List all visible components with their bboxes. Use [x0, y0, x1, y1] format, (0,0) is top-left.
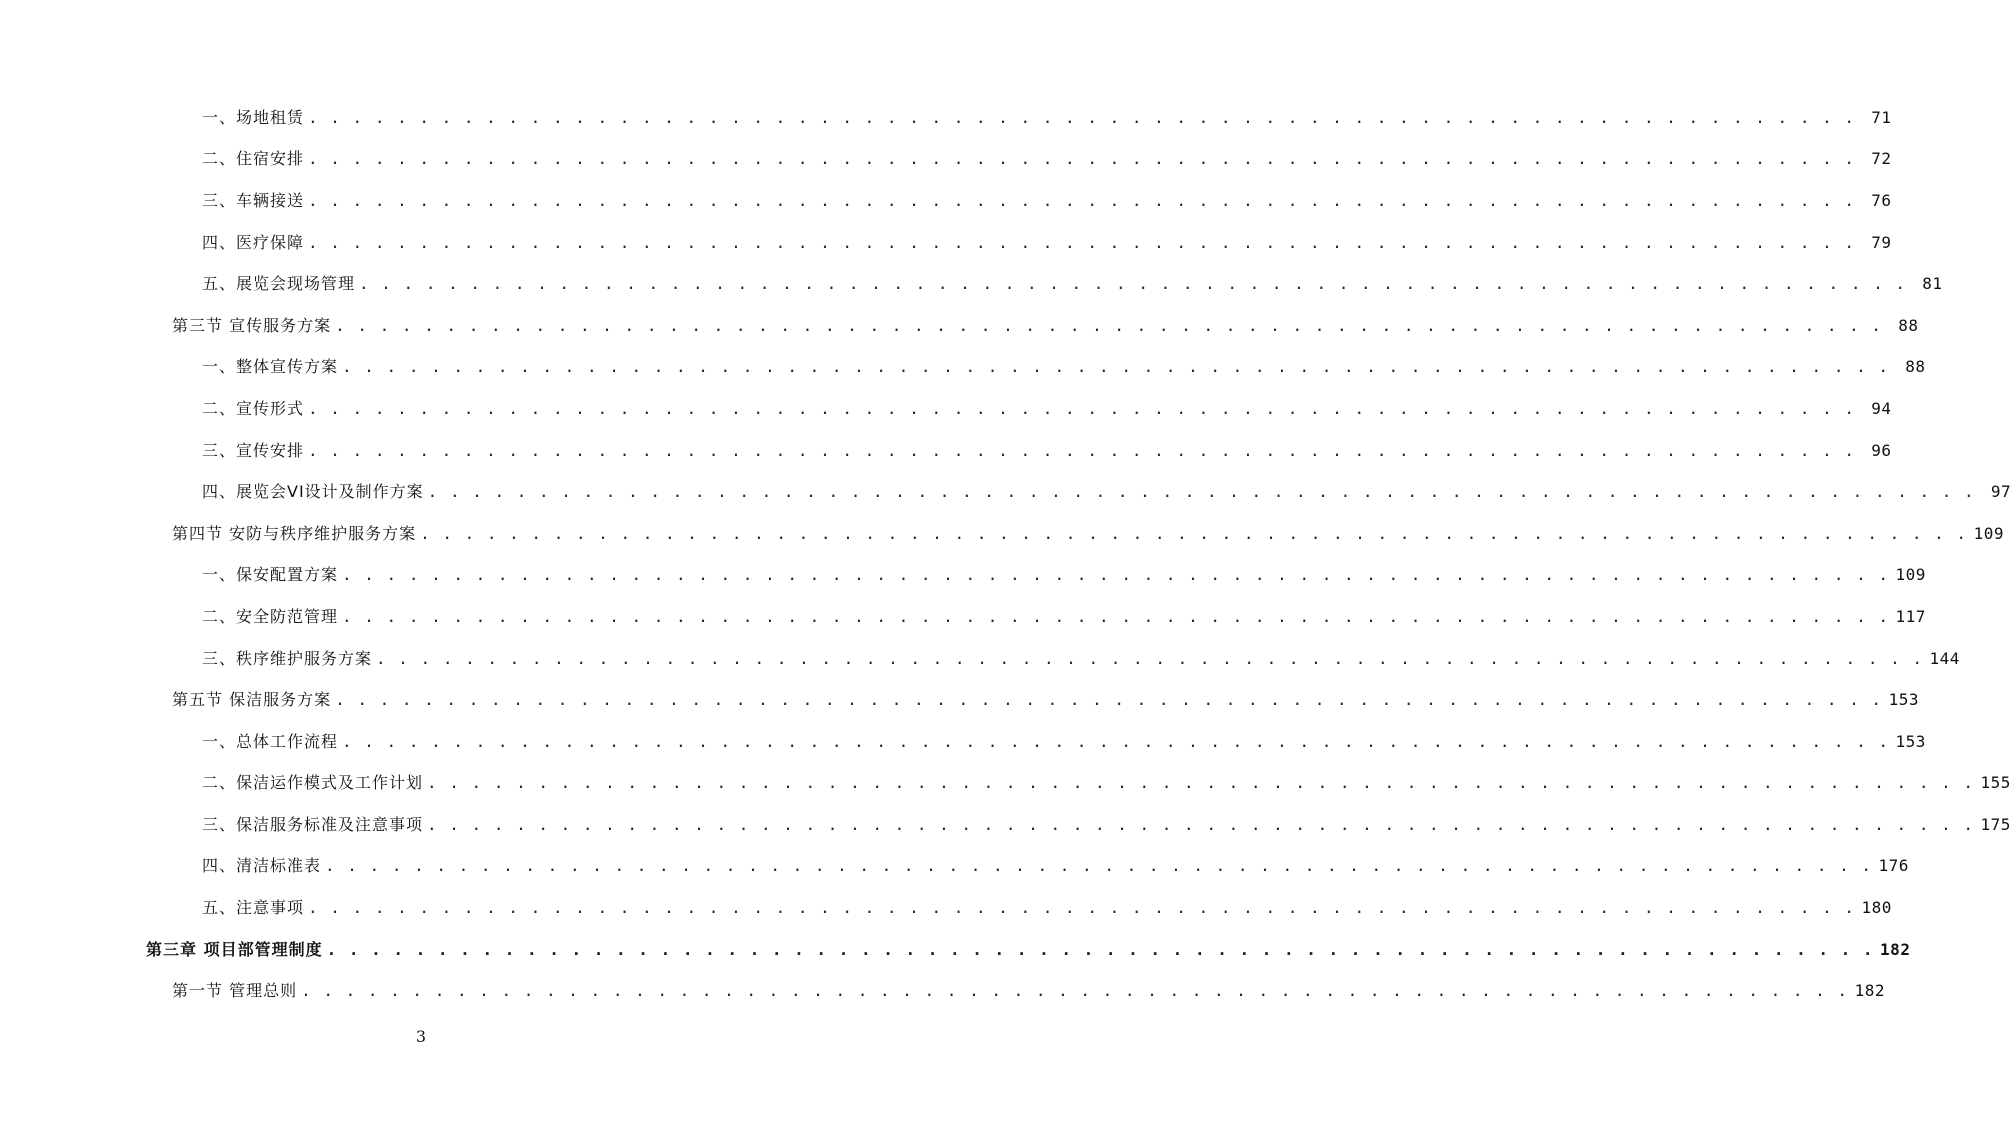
toc-dot-leader: . . . . . . . . . . . . . . . . . . . . . . . . . . . . . . . . . . . . . . . . . . . . . . . . . . . . . . . . . . . . . . . . . . . . . . — [335, 315, 1883, 335]
toc-entry-title: 第三节 宣传服务方案 — [172, 316, 335, 336]
toc-entry-page: 97 — [1990, 482, 2011, 502]
toc-entry-title: 四、展览会VI设计及制作方案 — [202, 482, 428, 502]
toc-dot-leader: . . . . . . . . . . . . . . . . . . . . . . . . . . . . . . . . . . . . . . . . . . . . . . . . . . . . . . . . . . . . . . . . . . . . . . — [427, 482, 1976, 502]
toc-dot-leader: . . . . . . . . . . . . . . . . . . . . . . . . . . . . . . . . . . . . . . . . . . . . . . . . . . . . . . . . . . . . . . . . . . . . . . — [308, 898, 1856, 918]
toc-entry-page: 109 — [1895, 565, 1926, 585]
toc-entry-page: 117 — [1895, 606, 1926, 626]
toc-entry-page: 72 — [1871, 149, 1892, 169]
toc-entry-page: 94 — [1871, 398, 1892, 418]
toc-subsection-entry[interactable] — [0, 471, 2011, 513]
toc-entry-title: 三、保洁服务标准及注意事项 — [202, 815, 427, 835]
toc-subsection-entry[interactable] — [0, 263, 1943, 305]
toc-entry-row — [202, 482, 2011, 502]
toc-entry-row — [202, 274, 1943, 294]
toc-entry-title: 二、保洁运作模式及工作计划 — [202, 773, 427, 793]
toc-entry-row — [202, 440, 1892, 461]
toc-entry-title: 五、注意事项 — [202, 898, 308, 918]
toc-subsection-entry[interactable] — [0, 388, 1892, 430]
toc-entry-title: 一、保安配置方案 — [202, 565, 342, 585]
toc-chapter-entry[interactable] — [0, 929, 1911, 971]
toc-subsection-entry[interactable] — [0, 97, 1892, 139]
toc-entry-title: 一、整体宣传方案 — [202, 357, 342, 377]
toc-entry-row — [172, 315, 1919, 336]
toc-entry-page: 96 — [1871, 440, 1892, 460]
toc-dot-leader: . . . . . . . . . . . . . . . . . . . . . . . . . . . . . . . . . . . . . . . . . . . . . . . . . . . . . . . . . . . . . . . . . . . . . . — [301, 981, 1849, 1001]
toc-entry-page: 144 — [1929, 648, 1960, 668]
toc-entry-title: 一、总体工作流程 — [202, 732, 342, 752]
toc-entry-title: 五、展览会现场管理 — [202, 274, 359, 294]
toc-dot-leader: . . . . . . . . . . . . . . . . . . . . . . . . . . . . . . . . . . . . . . . . . . . . . . . . . . . . . . . . . . . . . . . . . . . . . . — [308, 149, 1856, 169]
toc-entry-page: 71 — [1871, 107, 1892, 127]
toc-dot-leader: . . . . . . . . . . . . . . . . . . . . . . . . . . . . . . . . . . . . . . . . . . . . . . . . . . . . . . . . . . . . . . . . . . . . . . — [420, 523, 1968, 543]
toc-subsection-entry[interactable] — [0, 804, 2011, 846]
toc-entry-title: 三、宣传安排 — [202, 441, 308, 461]
toc-entry-page: 88 — [1898, 315, 1919, 335]
toc-subsection-entry[interactable] — [0, 638, 1960, 680]
toc-entry-row — [202, 398, 1892, 419]
page-number: 3 — [415, 1027, 427, 1046]
toc-entry-row — [172, 523, 2004, 544]
toc-entry-title: 二、住宿安排 — [202, 149, 308, 169]
toc-subsection-entry[interactable] — [0, 347, 1926, 389]
toc-entry-row — [202, 773, 2011, 793]
toc-dot-leader: . . . . . . . . . . . . . . . . . . . . . . . . . . . . . . . . . . . . . . . . . . . . . . . . . . . . . . . . . . . . . . . . . . . . . . — [308, 107, 1856, 127]
toc-subsection-entry[interactable] — [0, 596, 1926, 638]
toc-entry-page: 88 — [1905, 357, 1926, 377]
toc-subsection-entry[interactable] — [0, 222, 1892, 264]
toc-dot-leader: . . . . . . . . . . . . . . . . . . . . . . . . . . . . . . . . . . . . . . . . . . . . . . . . . . . . . . . . . . . . . . . . . . . . . . — [325, 856, 1873, 876]
toc-subsection-entry[interactable] — [0, 555, 1926, 597]
toc-dot-leader: . . . . . . . . . . . . . . . . . . . . . . . . . . . . . . . . . . . . . . . . . . . . . . . . . . . . . . . . . . . . . . . . . . . . . . — [326, 939, 1875, 959]
toc-entry-title: 二、宣传形式 — [202, 399, 308, 419]
toc-subsection-entry[interactable] — [0, 846, 1909, 888]
toc-entry-row — [202, 731, 1926, 752]
toc-entry-title: 四、清洁标准表 — [202, 856, 325, 876]
toc-entry-title: 四、医疗保障 — [202, 233, 308, 253]
toc-entry-row — [202, 107, 1892, 128]
toc-entry-row — [202, 190, 1892, 211]
toc-dot-leader: . . . . . . . . . . . . . . . . . . . . . . . . . . . . . . . . . . . . . . . . . . . . . . . . . . . . . . . . . . . . . . . . . . . . . . — [308, 440, 1856, 460]
toc-entry-title: 第一节 管理总则 — [172, 981, 301, 1001]
toc-dot-leader: . . . . . . . . . . . . . . . . . . . . . . . . . . . . . . . . . . . . . . . . . . . . . . . . . . . . . . . . . . . . . . . . . . . . . . — [427, 814, 1975, 834]
toc-dot-leader: . . . . . . . . . . . . . . . . . . . . . . . . . . . . . . . . . . . . . . . . . . . . . . . . . . . . . . . . . . . . . . . . . . . . . . — [342, 731, 1890, 751]
toc-dot-leader: . . . . . . . . . . . . . . . . . . . . . . . . . . . . . . . . . . . . . . . . . . . . . . . . . . . . . . . . . . . . . . . . . . . . . . — [308, 398, 1856, 418]
toc-entry-row — [202, 357, 1926, 377]
toc-dot-leader: . . . . . . . . . . . . . . . . . . . . . . . . . . . . . . . . . . . . . . . . . . . . . . . . . . . . . . . . . . . . . . . . . . . . . . — [342, 606, 1890, 626]
toc-section-entry[interactable] — [0, 970, 1885, 1012]
toc-entry-page: 180 — [1861, 898, 1892, 918]
toc-entry-row — [172, 690, 1919, 710]
toc-entry-title: 二、安全防范管理 — [202, 607, 342, 627]
table-of-contents — [0, 97, 2011, 1012]
toc-entry-row — [202, 856, 1909, 876]
toc-entry-page: 79 — [1871, 232, 1892, 252]
toc-entry-row — [172, 981, 1885, 1001]
toc-dot-leader: . . . . . . . . . . . . . . . . . . . . . . . . . . . . . . . . . . . . . . . . . . . . . . . . . . . . . . . . . . . . . . . . . . . . . . — [308, 190, 1856, 210]
toc-entry-title: 第四节 安防与秩序维护服务方案 — [172, 524, 420, 544]
toc-entry-row — [202, 149, 1892, 169]
toc-dot-leader: . . . . . . . . . . . . . . . . . . . . . . . . . . . . . . . . . . . . . . . . . . . . . . . . . . . . . . . . . . . . . . . . . . . . . . — [427, 773, 1975, 793]
toc-section-entry[interactable] — [0, 679, 1919, 721]
toc-subsection-entry[interactable] — [0, 721, 1926, 763]
toc-entry-title: 一、场地租赁 — [202, 108, 308, 128]
toc-subsection-entry[interactable] — [0, 139, 1892, 181]
toc-dot-leader: . . . . . . . . . . . . . . . . . . . . . . . . . . . . . . . . . . . . . . . . . . . . . . . . . . . . . . . . . . . . . . . . . . . . . . — [359, 274, 1907, 294]
toc-entry-row — [146, 939, 1911, 960]
toc-entry-page: 182 — [1880, 939, 1911, 959]
toc-entry-title: 第三章 项目部管理制度 — [146, 940, 327, 960]
toc-dot-leader: . . . . . . . . . . . . . . . . . . . . . . . . . . . . . . . . . . . . . . . . . . . . . . . . . . . . . . . . . . . . . . . . . . . . . . — [342, 357, 1890, 377]
toc-entry-page: 182 — [1854, 981, 1885, 1001]
toc-entry-page: 175 — [1980, 814, 2011, 834]
toc-dot-leader: . . . . . . . . . . . . . . . . . . . . . . . . . . . . . . . . . . . . . . . . . . . . . . . . . . . . . . . . . . . . . . . . . . . . . . — [335, 690, 1883, 710]
toc-entry-row — [202, 565, 1926, 585]
toc-entry-page: 153 — [1895, 731, 1926, 751]
toc-section-entry[interactable] — [0, 513, 2004, 555]
toc-entry-page: 153 — [1888, 690, 1919, 710]
toc-entry-row — [202, 898, 1892, 918]
toc-entry-page: 155 — [1980, 773, 2011, 793]
toc-subsection-entry[interactable] — [0, 430, 1892, 472]
toc-entry-page: 81 — [1922, 274, 1943, 294]
toc-subsection-entry[interactable] — [0, 180, 1892, 222]
toc-entry-row — [202, 648, 1960, 669]
toc-entry-page: 109 — [1973, 523, 2004, 543]
toc-dot-leader: . . . . . . . . . . . . . . . . . . . . . . . . . . . . . . . . . . . . . . . . . . . . . . . . . . . . . . . . . . . . . . . . . . . . . . — [342, 565, 1890, 585]
toc-entry-title: 第五节 保洁服务方案 — [172, 690, 335, 710]
toc-entry-row — [202, 814, 2011, 835]
toc-section-entry[interactable] — [0, 305, 1919, 347]
toc-entry-row — [202, 232, 1892, 253]
toc-entry-page: 176 — [1878, 856, 1909, 876]
toc-entry-page: 76 — [1871, 190, 1892, 210]
toc-subsection-entry[interactable] — [0, 763, 2011, 805]
toc-dot-leader: . . . . . . . . . . . . . . . . . . . . . . . . . . . . . . . . . . . . . . . . . . . . . . . . . . . . . . . . . . . . . . . . . . . . . . — [376, 648, 1924, 668]
toc-entry-row — [202, 606, 1926, 627]
toc-dot-leader: . . . . . . . . . . . . . . . . . . . . . . . . . . . . . . . . . . . . . . . . . . . . . . . . . . . . . . . . . . . . . . . . . . . . . . — [308, 232, 1856, 252]
toc-entry-title: 三、车辆接送 — [202, 191, 308, 211]
toc-subsection-entry[interactable] — [0, 887, 1892, 929]
toc-entry-title: 三、秩序维护服务方案 — [202, 649, 376, 669]
